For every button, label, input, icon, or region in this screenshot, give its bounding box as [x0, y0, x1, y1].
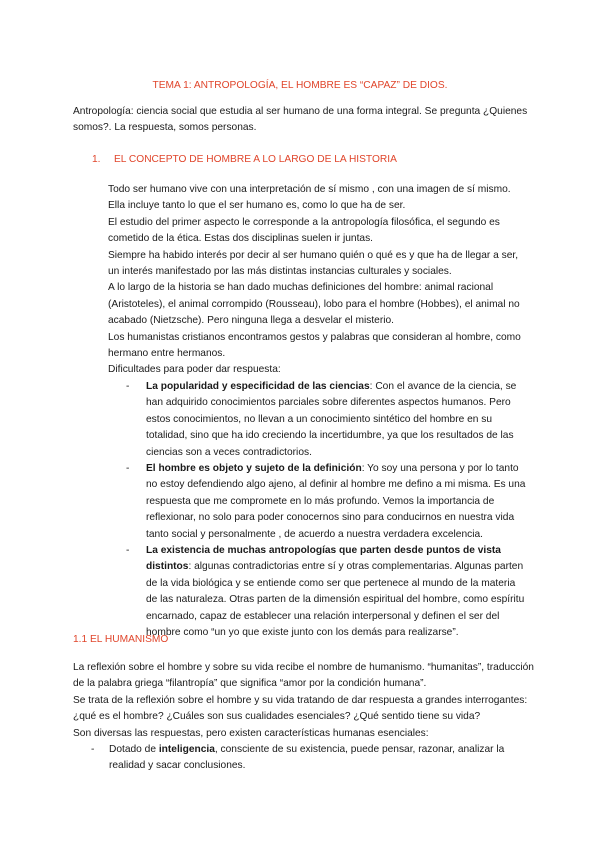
section-heading-1-1: 1.1 EL HUMANISMO: [73, 634, 169, 645]
paragraph: Se trata de la reflexión sobre el hombre y su vida tratando de dar respuesta a grandes interrogantes: ¿qué es el hombre? ¿Cuáles son sus cualidades esenciales? ¿Qué sentido tiene su vida?: [73, 694, 528, 723]
list-item: [108, 543, 528, 641]
list-item-bold: La existencia de muchas antropologías que parten desde puntos de vista distintos: [146, 544, 501, 573]
list-item: [108, 461, 528, 543]
list-item-bold: El hombre es objeto y sujeto de la definición: [146, 462, 362, 474]
bullet-dash: -: [126, 462, 130, 474]
paragraph: El estudio del primer aspecto le corresponde a la antropología filosófica, el segundo es cometido de la ética. Estas dos disciplinas suelen ir juntas.: [108, 216, 500, 245]
paragraph: A lo largo de la historia se han dado muchas definiciones del hombre: animal racional (Aristoteles), el animal corrompido (Rousseau), lobo para el hombre (Hobbes), el animal no acabado (Nietzsche). Pero ninguna llega a desvelar el misterio.: [108, 282, 520, 327]
difficulties-list: [108, 379, 528, 642]
bullet-dash: -: [126, 544, 130, 556]
list-item-text: : Con el avance de la ciencia, se han adquirido conocimientos parciales sobre diferentes aspectos humanos. Pero estos conocimientos, no llevan a un conocimiento sintético del hombre en su totalidad, sino que ha ido creciendo la incertidumbre, ya que los resultados de las ciencias son a veces contradictorios.: [146, 380, 517, 458]
list-item: [73, 742, 543, 775]
characteristics-list: [73, 742, 543, 775]
list-item-bold: La popularidad y especificidad de las ciencias: [146, 380, 370, 392]
list-item-bold: inteligencia: [158, 744, 215, 756]
list-item: [108, 379, 528, 461]
list-item-text: : algunas contradictorias entre sí y otras complementarias. Algunas parten de la vida biológica y se entiende como ser que pertenece al mundo de la materia de las naturaleza. Otras parten de la dimensión espiritual del hombre, como espíritu encarnado, capaz de establecer una relación interpersonal y definen el ser del hombre como “un yo que existe junto con los demás para realizarse”.: [146, 561, 525, 638]
paragraph: Todo ser humano vive con una interpretación de sí mismo , con una imagen de sí mismo. Ella incluye tanto lo que el ser humano es, como lo que ha de ser.: [108, 184, 511, 212]
section-heading-1: [92, 152, 397, 168]
list-item-prefix: Dotado de: [109, 744, 159, 756]
bullet-dash: -: [126, 380, 130, 392]
intro-paragraph: Antropología: ciencia social que estudia al ser humano de una forma integral. Se pregunta ¿Quienes somos?. La respuesta, somos personas.: [73, 106, 528, 134]
paragraph: Los humanistas cristianos encontramos gestos y palabras que consideran al hombre, como hermano entre hermanos.: [108, 331, 521, 360]
section-number: 1.: [92, 154, 101, 165]
paragraph: Dificultades para poder dar respuesta:: [108, 364, 281, 376]
list-item-text: : Yo soy una persona y por lo tanto no estoy defendiendo algo ajeno, al definir al hombre me defino a mi misma. Es una respuesta que me compromete en lo más profundo. Vemos la importancia de reflexionar, no solo para poder conocernos sino para conducirnos en nuestra vida tanto social y personalmente , de acuerdo a nuestra verdadera excelencia.: [146, 462, 526, 540]
list-item-text: , consciente de su existencia, puede pensar, razonar, analizar la realidad y sacar conclusiones.: [109, 744, 505, 772]
section-1-1-body: [73, 660, 543, 775]
section-1-body: [108, 182, 528, 641]
bullet-dash: -: [91, 744, 95, 756]
paragraph: Son diversas las respuestas, pero existen características humanas esenciales:: [73, 727, 429, 739]
section-heading-text: EL CONCEPTO DE HOMBRE A LO LARGO DE LA HISTORIA: [114, 154, 397, 165]
paragraph: La reflexión sobre el hombre y sobre su vida recibe el nombre de humanismo. “humanitas”, traducción de la palabra griega “filantropía” que significa “amor por la condición humana”.: [73, 662, 534, 690]
paragraph: Siempre ha habido interés por decir al ser humano quién o qué es y que ha de llegar a ser, un interés manifestado por las más distintas instancias culturales y sociales.: [108, 249, 519, 278]
document-title: TEMA 1: ANTROPOLOGÍA, EL HOMBRE ES “CAPAZ” DE DIOS.: [152, 80, 448, 91]
